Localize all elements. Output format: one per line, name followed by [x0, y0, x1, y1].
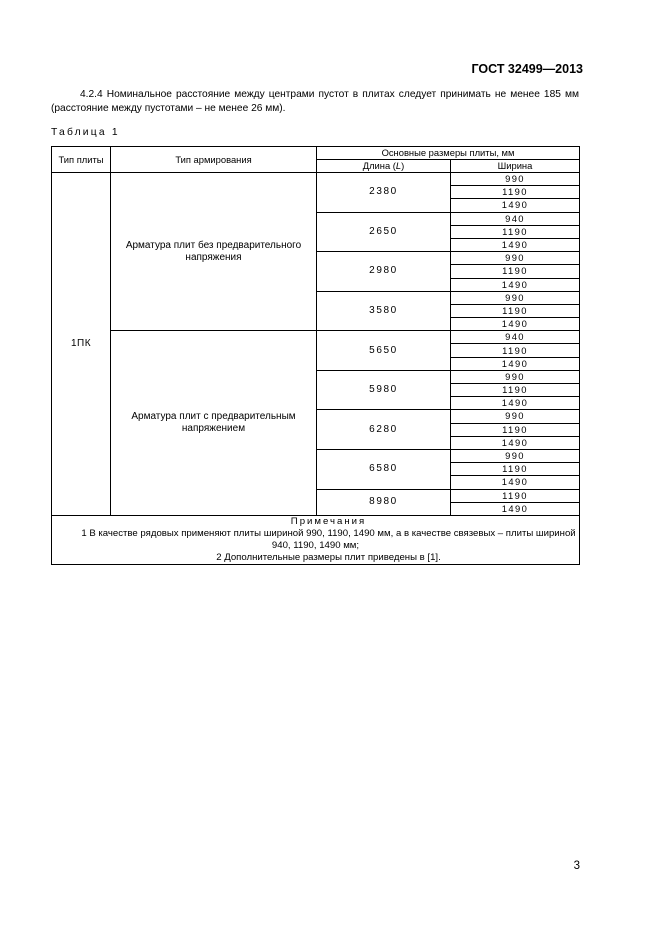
width-cell: 1490: [451, 476, 580, 489]
length-cell: 5650: [317, 331, 451, 371]
width-cell: 1490: [451, 502, 580, 515]
width-cell: 1490: [451, 278, 580, 291]
width-cell: 1490: [451, 318, 580, 331]
width-cell: 1190: [451, 344, 580, 357]
width-cell: 1490: [451, 436, 580, 449]
paragraph-4-2-4: 4.2.4 Номинальное расстояние между центрами пустот в плитах следует принимать не менее 185 мм (расстояние между пустотами – не менее 26 мм).: [51, 89, 579, 114]
width-cell: 1490: [451, 199, 580, 212]
plate-type-cell: 1ПК: [52, 173, 111, 516]
width-cell: 990: [451, 410, 580, 423]
note-2: 2 Дополнительные размеры плит приведены в [1].: [216, 551, 441, 563]
width-cell: 1490: [451, 397, 580, 410]
notes-row: [52, 515, 580, 564]
table-header-row: [52, 147, 580, 160]
notes-cell: [52, 515, 580, 564]
width-cell: 1490: [451, 238, 580, 251]
width-cell: 1190: [451, 265, 580, 278]
length-cell: 5980: [317, 370, 451, 410]
document-code: ГОСТ 32499—2013: [471, 62, 583, 76]
page-number: 3: [573, 860, 580, 872]
width-cell: 990: [451, 291, 580, 304]
notes-title: Примечания: [290, 515, 367, 527]
header-reinforcement-type: Тип армирования: [111, 147, 317, 173]
length-cell: 6580: [317, 449, 451, 489]
length-cell: 2380: [317, 173, 451, 213]
width-cell: 990: [451, 252, 580, 265]
table-title: Таблица 1: [51, 127, 120, 138]
table-row: [52, 331, 580, 344]
length-symbol: L: [395, 160, 402, 171]
length-cell: 6280: [317, 410, 451, 450]
plate-sizes-table: [51, 146, 580, 565]
width-cell: 1190: [451, 186, 580, 199]
length-cell: 2650: [317, 212, 451, 252]
width-cell: 1190: [451, 384, 580, 397]
width-cell: 990: [451, 370, 580, 383]
width-cell: 990: [451, 173, 580, 186]
width-cell: 990: [451, 449, 580, 462]
width-cell: 1190: [451, 304, 580, 317]
header-main-sizes: Основные размеры плиты, мм: [317, 147, 580, 160]
note-1: 1 В качестве рядовых применяют плиты шириной 990, 1190, 1490 мм, а в качестве связевых – плиты шириной 940, 1190, 1490 мм;: [81, 527, 576, 551]
reinforcement-non-prestressed: Арматура плит без предварительного напряжения: [111, 173, 317, 331]
header-width: Ширина: [451, 160, 580, 173]
reinforcement-prestressed: Арматура плит с предварительным напряжением: [111, 331, 317, 516]
table-row: [52, 173, 580, 186]
header-plate-type: Тип плиты: [52, 147, 111, 173]
width-cell: 940: [451, 331, 580, 344]
width-cell: 1190: [451, 463, 580, 476]
width-cell: 1190: [451, 489, 580, 502]
width-cell: 940: [451, 212, 580, 225]
length-cell: 3580: [317, 291, 451, 331]
width-cell: 1490: [451, 357, 580, 370]
width-cell: 1190: [451, 225, 580, 238]
length-cell: 2980: [317, 252, 451, 292]
length-cell: 8980: [317, 489, 451, 515]
header-length: Длина (L): [317, 160, 451, 173]
width-cell: 1190: [451, 423, 580, 436]
